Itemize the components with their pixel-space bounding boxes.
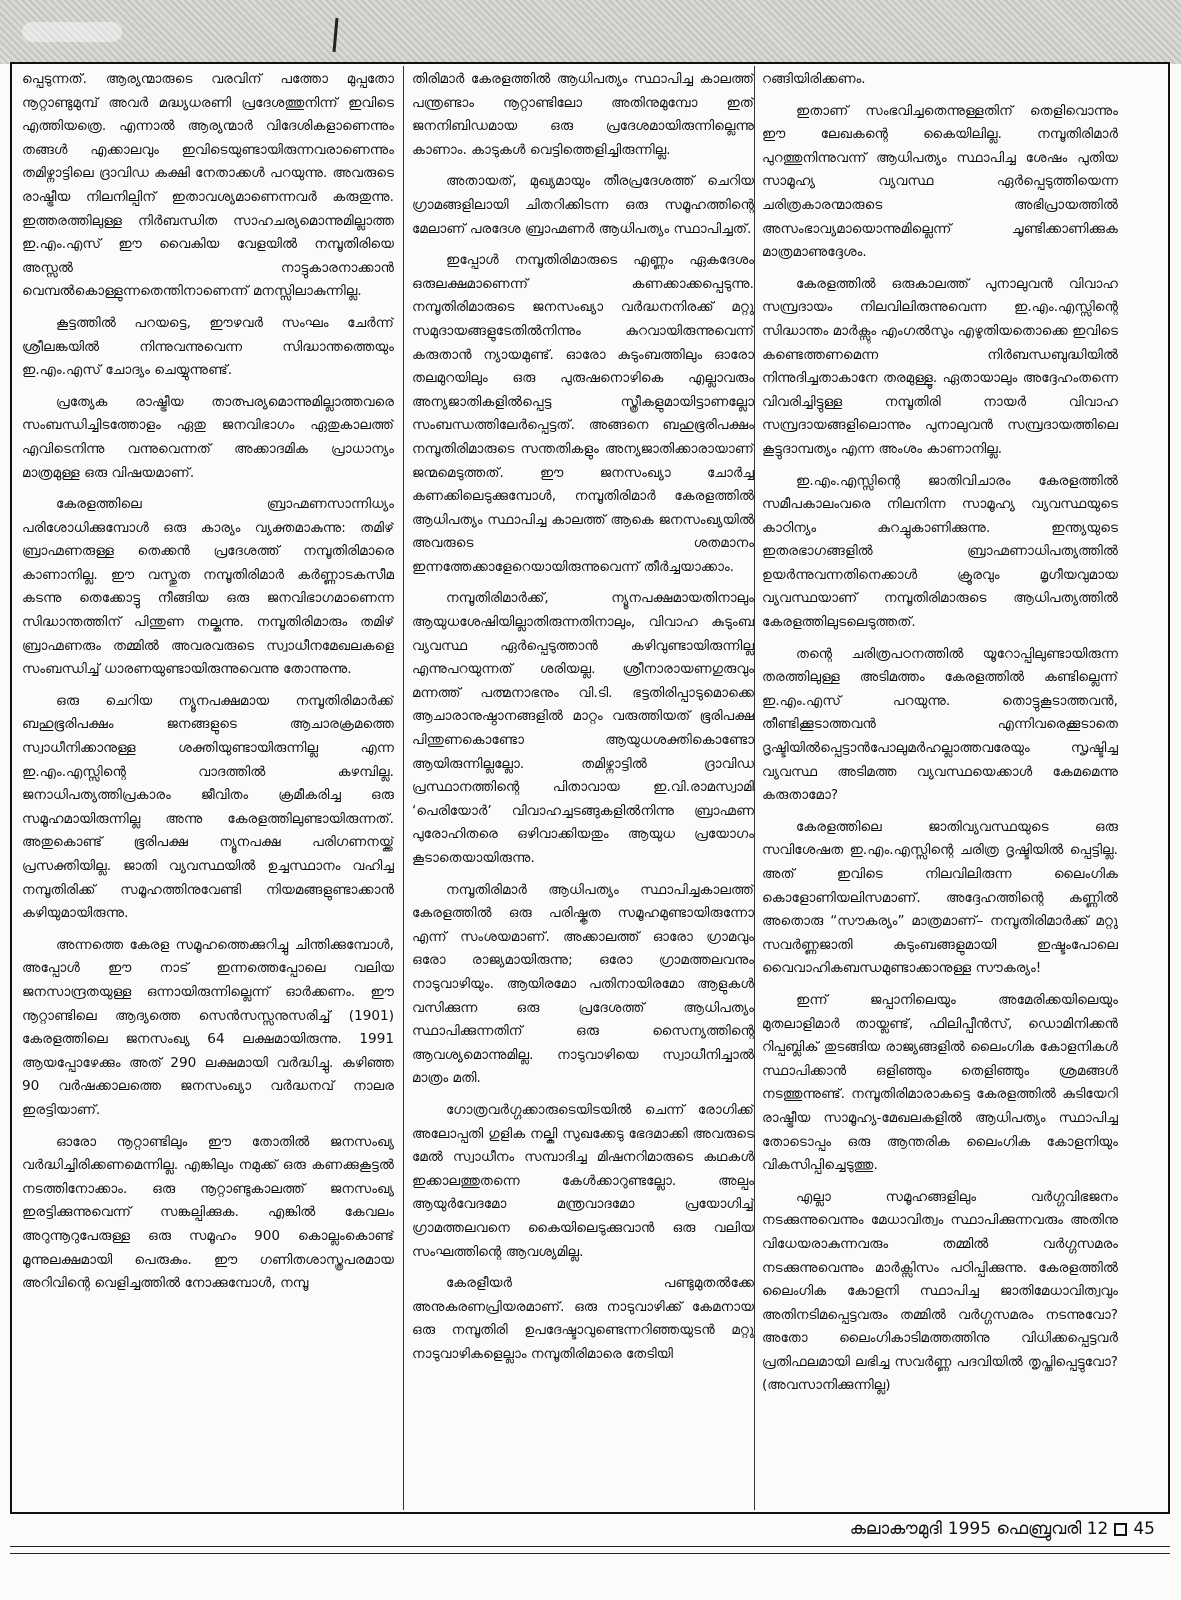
paragraph: ഇപ്പോൾ നമ്പൂതിരിമാരുടെ എണ്ണം ഏകദേശം ഒരുലക്ഷമാണെന്ന് കണക്കാക്കപ്പെടുന്നു. നമ്പൂതിരിമാരുടെ ജനസംഖ്യാ വർദ്ധനനിരക്ക് മറ്റു സമുദായങ്ങളുടേതിൽനിന്നും കുറവായിരുന്നുവെന്ന് കരുതാൻ ന്യായമുണ്ട്. ഓരോ കുടുംബത്തിലും ഓരോ തലമുറയിലും ഒരു പുരുഷനൊഴികെ എല്ലാവരും അന്യജാതികളിൽപ്പെട്ട സ്ത്രീകളുമായിട്ടാണല്ലോ സംബന്ധത്തിലേർപ്പെട്ടത്. അങ്ങനെ ബഹുഭൂരിപക്ഷം നമ്പൂതിരിമാരുടെ സന്തതികളും അന്യജാതിക്കാരായാണ് ജന്മമെടുത്തത്. ഈ ജനസംഖ്യാ ചോർച്ച കണക്കിലെടുക്കുമ്പോൾ, നമ്പൂതിരിമാർ കേരളത്തിൽ ആധിപത്യം സ്ഥാപിച്ച കാലത്ത് ആകെ ജനസംഖ്യയിൽ അവരുടെ ശതമാനം ഇന്നത്തേക്കാളേറെയായിരുന്നുവെന്ന് തീർച്ചയാക്കാം. — [412, 252, 754, 575]
article-column-2 — [412, 68, 754, 1508]
paragraph: എല്ലാ സമൂഹങ്ങളിലും വർഗ്ഗവിഭജനം നടക്കുന്നുവെന്നും മേധാവിത്വം സ്ഥാപിക്കുന്നവരും അതിനു വിധേയരാകുന്നവരും തമ്മിൽ വർഗ്ഗസമരം നടക്കുന്നുവെന്നും മാർക്സിസം പഠിപ്പിക്കുന്നു. കേരളത്തിൽ ലൈംഗിക കോളനി സ്ഥാപിച്ച ജാതിമേധാവിത്വവും അതിനടിമപ്പെട്ടവരും തമ്മിൽ വർഗ്ഗസമരം നടന്നുവോ? അതോ ലൈംഗികാടിമത്തത്തിനു വിധിക്കപ്പെട്ടവർ പ്രതിഫലമായി ലഭിച്ച സവർണ്ണ പദവിയിൽ തൃപ്തിപ്പെട്ടുവോ?(അവസാനിക്കുന്നില്ല) — [762, 1188, 1118, 1394]
paragraph: പ്രത്യേക രാഷ്ട്രീയ താത്പര്യമൊന്നുമില്ലാത്തവരെ സംബന്ധിച്ചിടത്തോളം ഏതു ജനവിഭാഗം ഏതുകാലത്ത് എവിടെനിന്നു വന്നുവെന്നത് അക്കാദമിക പ്രാധാന്യം മാത്രമുള്ള ഒരു വിഷയമാണ്. — [22, 393, 394, 481]
paragraph: കേരളത്തിലെ ബ്രാഹ്മണസാന്നിധ്യം പരിശോധിക്കുമ്പോൾ ഒരു കാര്യം വ്യക്തമാകുന്നു: തമിഴ് ബ്രാഹ്മണരുള്ള തെക്കൻ പ്രദേശത്ത് നമ്പൂതിരിമാരെ കാണാനില്ല. ഈ വസ്തുത നമ്പൂതിരിമാർ കർണ്ണാടകസീമ കടന്നു തെക്കോട്ടു നീങ്ങിയ ഒരു ജനവിഭാഗമാണെന്ന സിദ്ധാന്തത്തിന് പിന്തുണ നല്കുന്നു. നമ്പൂതിരിമാരും തമിഴ് ബ്രാഹ്മണരും തമ്മിൽ അവരവരുടെ സ്വാധീനമേഖലകളെ സംബന്ധിച്ച് ധാരണയുണ്ടായിരുന്നുവെന്നു തോന്നുന്നു. — [22, 496, 394, 678]
footer-rule-secondary — [10, 1553, 1170, 1554]
paragraph: ഗോത്രവർഗ്ഗക്കാരുടെയിടയിൽ ചെന്ന് രോഗിക്ക് അലോപ്പതി ഗുളിക നല്കി സുഖക്കേടു ഭേദമാക്കി അവരുടെ മേൽ സ്വാധീനം സമ്പാദിച്ച മിഷനറിമാരുടെ കഥകൾ ഇക്കാലത്തുതന്നെ കേൾക്കാറുണ്ടല്ലോ. അല്പം ആയുർവേദമോ മന്ത്രവാദമോ പ്രയോഗിച്ച് ഗ്രാമത്തലവനെ കൈയിലെടുക്കുവാൻ ഒരു വലിയ സംഘത്തിന്റെ ആവശ്യമില്ല. — [412, 1101, 754, 1260]
paragraph: ഇതാണ് സംഭവിച്ചതെന്നുള്ളതിന് തെളിവൊന്നും ഈ ലേഖകന്റെ കൈയിലില്ല. നമ്പൂതിരിമാർ പുറത്തുനിന്നുവന്ന് ആധിപത്യം സ്ഥാപിച്ച ശേഷം പുതിയ സാമൂഹ്യ വ്യവസ്ഥ ഏർപ്പെടുത്തിയെന്ന ചരിത്രകാരന്മാരുടെ അഭിപ്രായത്തിൽ അസംഭാവ്യമായൊന്നുമില്ലെന്ന് ചൂണ്ടിക്കാണിക്കുക മാത്രമാണുദ്ദേശം. — [762, 102, 1118, 261]
paragraph: കേരളത്തിൽ ഒരുകാലത്ത് പുനാലുവൻ വിവാഹ സമ്പ്രദായം നിലവിലിരുന്നുവെന്ന ഇ.എം.എസ്സിന്റെ സിദ്ധാന്തം മാർക്സും എംഗൽസും എഴുതിയതൊക്കെ ഇവിടെ കണ്ടെത്തണമെന്ന നിർബന്ധബുദ്ധിയിൽ നിന്നുദിച്ചതാകാനേ തരമുള്ളൂ. ഏതായാലും അദ്ദേഹംതന്നെ വിവരിച്ചിട്ടുള്ള നമ്പൂതിരി നായർ വിവാഹ സമ്പ്രദായങ്ങളിലൊന്നും പുനാലുവൻ സമ്പ്രദായത്തിലെ കൂട്ടുദാമ്പത്യം എന്ന അംശം കാണാനില്ല. — [762, 275, 1118, 457]
column-divider-2 — [754, 66, 755, 1510]
article-column-3 — [762, 68, 1118, 1508]
square-icon — [1114, 1523, 1127, 1536]
paragraph: കേരളത്തിലെ ജാതിവ്യവസ്ഥയുടെ ഒരു സവിശേഷത ഇ.എം.എസ്സിന്റെ ചരിത്ര ദൃഷ്ടിയിൽ പ്പെട്ടില്ല. അത് ഇവിടെ നിലവിലിരുന്ന ലൈംഗിക കൊളോണിയലിസമാണ്. അദ്ദേഹത്തിന്റെ കണ്ണിൽ അതൊരു “സൗകര്യം” മാത്രമാണ്– നമ്പൂതിരിമാർക്ക് മറ്റു സവർണ്ണജാതി കുടുംബങ്ങളുമായി ഇഷ്ടംപോലെ വൈവാഹികബന്ധമുണ്ടാക്കാനുള്ള സൗകര്യം! — [762, 818, 1118, 977]
top-decorative-band — [0, 0, 1181, 64]
print-scratch-mark — [333, 18, 339, 52]
paragraph: ഓരോ നൂറ്റാണ്ടിലും ഈ തോതിൽ ജനസംഖ്യ വർദ്ധിച്ചിരിക്കണമെന്നില്ല. എങ്കിലും നമുക്ക് ഒരു കണക്കുകൂട്ടൽ നടത്തിനോക്കാം. ഒരു നൂറ്റാണ്ടുകാലത്ത് ജനസംഖ്യ ഇരട്ടിക്കുന്നുവെന്ന് സങ്കല്പിക്കുക. എങ്കിൽ കേവലം അറുന്നൂറുപേരുള്ള ഒരു സമൂഹം 900 കൊല്ലംകൊണ്ട് മൂന്നുലക്ഷമായി പെരുകും. ഈ ഗണിതശാസ്ത്രപരമായ അറിവിന്റെ വെളിച്ചത്തിൽ നോക്കുമ്പോൾ, നമ്പൂ — [22, 1133, 394, 1292]
column-divider-1 — [403, 66, 404, 1510]
paragraph: പ്പെടുന്നത്. ആര്യന്മാരുടെ വരവിന് പത്തോ മുപ്പതോ നൂറ്റാണ്ടുമുമ്പ് അവർ മദ്ധ്യധരണി പ്രദേശത്തുനിന്ന് ഇവിടെ എത്തിയത്രെ. എന്നാൽ ആര്യന്മാർ വിദേശികളാണെന്നും തങ്ങൾ എക്കാലവും ഇവിടെയുണ്ടായിരുന്നവരാണെന്നും തമിഴ്നാട്ടിലെ ദ്രാവിഡ കക്ഷി നേതാക്കൾ പറയുന്നു. അവരുടെ രാഷ്ട്രീയ നിലനില്പിന് ഇതാവശ്യമാണെന്നവർ കരുതുന്നു. ഇത്തരത്തിലുള്ള നിർബന്ധിത സാഹചര്യമൊന്നുമില്ലാത്ത ഇ.എം.എസ് ഈ വൈകിയ വേളയിൽ നമ്പൂതിരിയെ അസ്സൽ നാട്ടുകാരനാക്കാൻ വെമ്പൽകൊള്ളുന്നതെന്തിനാണെന്ന് മനസ്സിലാകുന്നില്ല. — [22, 71, 394, 300]
masthead-logo-smudge — [22, 22, 122, 42]
publication-name: കലാകൗമുദി — [849, 1519, 942, 1539]
paragraph: അതായത്, മുഖ്യമായും തീരപ്രദേശത്ത് ചെറിയ ഗ്രാമങ്ങളിലായി ചിതറിക്കിടന്ന ഒരു സമൂഹത്തിന്റെ മേലാണ് പരദേശ ബ്രാഹ്മണർ ആധിപത്യം സ്ഥാപിച്ചത്. — [412, 173, 754, 237]
paragraph: ഒരു ചെറിയ ന്യൂനപക്ഷമായ നമ്പൂതിരിമാർക്ക് ബഹുഭൂരിപക്ഷം ജനങ്ങളുടെ ആചാരക്രമത്തെ സ്വാധീനിക്കാനുള്ള ശക്തിയുണ്ടായിരുന്നില്ല എന്ന ഇ.എം.എസ്സിന്റെ വാദത്തിൽ കഴമ്പില്ല. ജനാധിപത്യത്തിപ്രകാരം ജീവിതം ക്രമീകരിച്ച ഒരു സമൂഹമായിരുന്നില്ല അന്നു കേരളത്തിലുണ്ടായിരുന്നത്. അതുകൊണ്ട് ഭൂരിപക്ഷ ന്യൂനപക്ഷ പരിഗണനയ്ക്ക് പ്രസക്തിയില്ല. ജാതി വ്യവസ്ഥയിൽ ഉച്ചസ്ഥാനം വഹിച്ച നമ്പൂതിരിക്ക് സമൂഹത്തിനുവേണ്ടി നിയമങ്ങളുണ്ടാക്കാൻ കഴിയുമായിരുന്നു. — [22, 692, 394, 922]
paragraph: കേരളീയർ പണ്ടുമുതൽക്കേ അനുകരണപ്രിയരമാണ്. ഒരു നാടുവാഴിക്ക് കേമനായ ഒരു നമ്പൂതിരി ഉപദേഷ്ടാവുണ്ടെന്നറിഞ്ഞയുടൻ മറ്റു നാടുവാഴികളെല്ലാം നമ്പൂതിരിമാരെ തേടിയി — [412, 1275, 754, 1362]
paragraph: അന്നത്തെ കേരള സമൂഹത്തെക്കുറിച്ചു ചിന്തിക്കുമ്പോൾ, അപ്പോൾ ഈ നാട് ഇന്നത്തെപ്പോലെ വലിയ ജനസാന്ദ്രതയുള്ള ഒന്നായിരുന്നില്ലെന്ന് ഓർക്കണം. ഈ നൂറ്റാണ്ടിലെ ആദ്യത്തെ സെൻസസ്സനുസരിച്ച് (1901) കേരളത്തിലെ ജനസംഖ്യ 64 ലക്ഷമായിരുന്നു. 1991 ആയപ്പോഴേക്കും അത് 290 ലക്ഷമായി വർദ്ധിച്ചു. കഴിഞ്ഞ 90 വർഷക്കാലത്തെ ജനസംഖ്യാ വർദ്ധനവ് നാലര ഇരട്ടിയാണ്. — [22, 936, 394, 1118]
footer-rule — [10, 1546, 1170, 1547]
publication-date: 1995 ഫെബ്രുവരി 12 — [947, 1519, 1109, 1539]
paragraph: കൂട്ടത്തിൽ പറയട്ടെ, ഈഴവർ സംഘം ചേർന്ന് ശ്രീലങ്കയിൽ നിന്നുവന്നുവെന്ന സിദ്ധാന്തത്തെയും ഇ.എം.എസ് ചോദ്യം ചെയ്യുന്നുണ്ട്. — [22, 314, 394, 379]
paragraph: റങ്ങിയിരിക്കണം. — [762, 71, 866, 87]
page-footer — [850, 1516, 1155, 1542]
paragraph: തന്റെ ചരിത്രപഠനത്തിൽ യൂറോപ്പിലുണ്ടായിരുന്ന തരത്തിലുള്ള അടിമത്തം കേരളത്തിൽ കണ്ടില്ലെന്ന് ഇ.എം.എസ് പറയുന്നു. തൊട്ടുകൂടാത്തവൻ, തീണ്ടിക്കൂടാത്തവൻ എന്നിവരെക്കൂടാതെ ദൃഷ്ടിയിൽപ്പെട്ടാൻപോലുമർഹല്ലാത്തവരേയും സൃഷ്ടിച്ച വ്യവസ്ഥ അടിമത്ത വ്യവസ്ഥയെക്കാൾ കേമമെന്നു കരുതാമോ? — [762, 645, 1118, 804]
paragraph: നമ്പൂതിരിമാർ ആധിപത്യം സ്ഥാപിച്ചകാലത്ത് കേരളത്തിൽ ഒരു പരിഷ്കൃത സമൂഹമുണ്ടായിരുന്നോ എന്ന് സംശയമാണ്. അക്കാലത്ത് ഓരോ ഗ്രാമവും ഒരോ രാജ്യമായിരുന്നു; ഒരോ ഗ്രാമത്തലവനും നാടുവാഴിയും. ആയിരമോ പതിനായിരമോ ആളുകൾ വസിക്കുന്ന ഒരു പ്രദേശത്ത് ആധിപത്യം സ്ഥാപിക്കുന്നതിന് ഒരു സൈന്യത്തിന്റെ ആവശ്യമൊന്നുമില്ല. നാടുവാഴിയെ സ്വാധീനിച്ചാൽ മാത്രം മതി. — [412, 881, 754, 1087]
article-column-1 — [22, 68, 394, 1508]
paragraph: നമ്പൂതിരിമാർക്ക്, ന്യൂനപക്ഷമായതിനാലും ആയുധശേഷിയില്ലാതിരുന്നതിനാലും, വിവാഹ കുടുംബ വ്യവസ്ഥ ഏർപ്പെടുത്താൻ കഴിവുണ്ടായിരുന്നില്ല എന്നുപറയുന്നത് ശരിയല്ല. ശ്രീനാരായണഗുരുവും മന്നത്ത് പത്മനാഭനും വി.ടി. ഭട്ടതിരിപ്പാടുമൊക്കെ ആചാരാനുഷ്ഠാനങ്ങളിൽ മാറ്റം വരുത്തിയത് ഭൂരിപക്ഷ പിന്തുണകൊണ്ടോ ആയുധശക്തികൊണ്ടോ ആയിരുന്നില്ലല്ലോ. തമിഴ്നാട്ടിൽ ദ്രാവിഡ പ്രസ്ഥാനത്തിന്റെ പിതാവായ ഇ.വി.രാമസ്വാമി ‘പെരിയോർ’ വിവാഹച്ചടങ്ങുകളിൽനിന്നു ബ്രാഹ്മണ പുരോഹിതരെ ഒഴിവാക്കിയതും ആയുധ പ്രയോഗം കൂടാതെയായിരുന്നു. — [412, 590, 754, 866]
paragraph: തിരിമാർ കേരളത്തിൽ ആധിപത്യം സ്ഥാപിച്ച കാലത്ത് പന്ത്രണ്ടാം നൂറ്റാണ്ടിലോ അതിനുമുമ്പോ ഇത് ജനനിബിഡമായ ഒരു പ്രദേശമായിരുന്നില്ലെന്നു കാണാം. കാടുകൾ വെട്ടിത്തെളിച്ചിരുന്നില്ല. — [412, 71, 754, 158]
page-number: 45 — [1133, 1519, 1155, 1539]
paragraph: ഇന്ന് ജപ്പാനിലെയും അമേരിക്കയിലെയും മുതലാളിമാർ തായ്ലണ്ട്, ഫിലിപ്പീൻസ്, ഡൊമിനിക്കൻ റിപ്പബ്ലിക് തുടങ്ങിയ രാജ്യങ്ങളിൽ ലൈംഗിക കോളനികൾ സ്ഥാപിക്കാൻ ഒളിഞ്ഞും തെളിഞ്ഞും ശ്രമങ്ങൾ നടത്തുന്നുണ്ട്. നമ്പൂതിരിമാരാകട്ടെ കേരളത്തിൽ കുടിയേറി രാഷ്ട്രീയ സാമൂഹ്യ-മേഖലകളിൽ ആധിപത്യം സ്ഥാപിച്ച തോടൊപ്പം ഒരു ആന്തരിക ലൈംഗിക കോളനിയും വികസിപ്പിച്ചെടുത്തു. — [762, 991, 1118, 1174]
paragraph: ഇ.എം.എസ്സിന്റെ ജാതിവിചാരം കേരളത്തിൽ സമീപകാലംവരെ നിലനിന്ന സാമൂഹ്യ വ്യവസ്ഥയുടെ കാഠിന്യം കുറച്ചുകാണിക്കുന്നു. ഇന്ത്യയുടെ ഇതരഭാഗങ്ങളിൽ ബ്രാഹ്മണാധിപത്യത്തിൽ ഉയർന്നുവന്നതിനെക്കാൾ ക്രൂരവും മൃഗീയവുമായ വ്യവസ്ഥയാണ് നമ്പൂതിരിമാരുടെ ആധിപത്യത്തിൽ കേരളത്തിലുടലെടുത്തത്. — [762, 472, 1118, 631]
